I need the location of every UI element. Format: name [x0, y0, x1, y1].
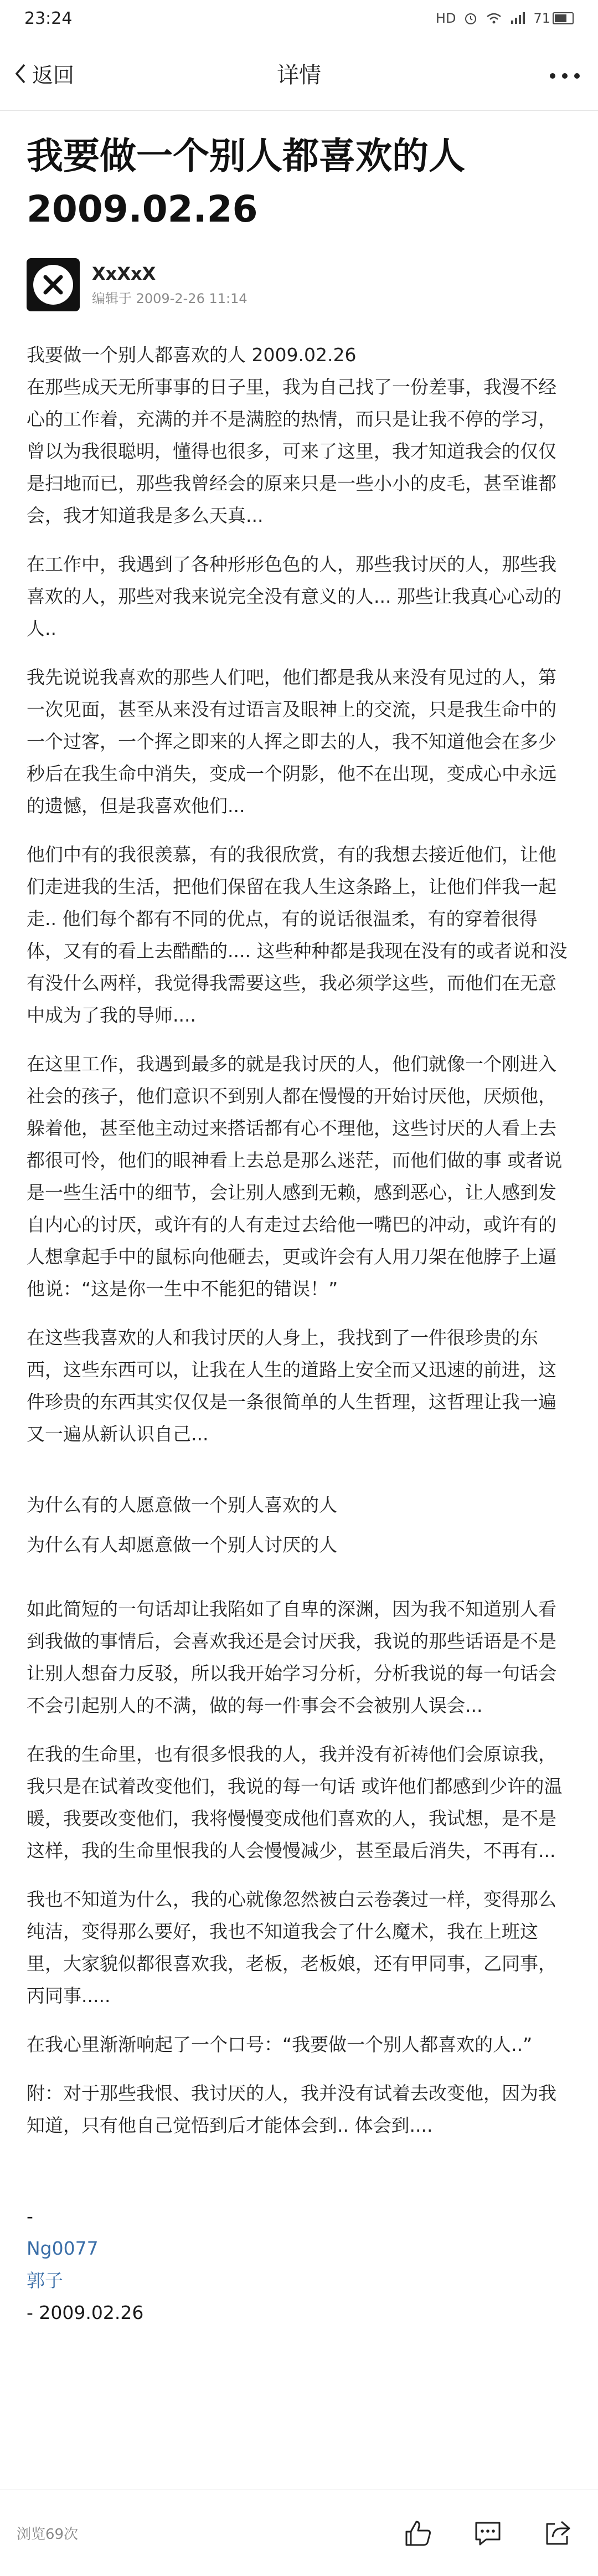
post-title: 我要做一个别人都喜欢的人 2009.02.26 [27, 135, 465, 230]
paragraph: 我也不知道为什么，我的心就像忽然被白云卷袭过一样，变得那么纯洁，变得那么要好，我也不知道我会了什么魔术，我在上班这里，大家貌似都很喜欢我，老板，老板娘，还有甲同事，乙同事，丙同事..... [27, 1889, 556, 2007]
avatar[interactable] [27, 258, 80, 311]
status-bar [0, 0, 598, 37]
battery-indicator [533, 11, 574, 26]
post-subtitle: 我要做一个别人都喜欢的人 2009.02.26 [27, 344, 357, 366]
back-label: 返回 [32, 63, 75, 88]
battery-icon [553, 12, 574, 24]
paragraph: 如此简短的一句话却让我陷如了自卑的深渊，因为我不知道别人看到我做的事情后，会喜欢我还是会讨厌我，我说的那些话语是不是让别人想奋力反驳，所以我开始学习分析，分析我说的每一句话会不会引起别人的不满，做的每一件事会不会被别人误会... [27, 1598, 556, 1716]
edit-timestamp: 编辑于 2009-2-26 11:14 [92, 290, 248, 306]
paragraph: 他们中有的我很羡慕，有的我很欣赏，有的我想去接近他们，让他们走进我的生活，把他们保留在我人生这条路上，让他们伴我一起走.. 他们每个都有不同的优点，有的说话很温柔，有的穿着很得体，又有的看上去酷酷的.... 这些种种都是我现在没有的或者说和没有没什么两样，我觉得我需要这些，我必须学这些，而他们在无意中成为了我的导师.... [27, 844, 568, 1026]
signature-dash: - [27, 2205, 33, 2227]
status-time: 23:24 [24, 8, 73, 28]
battery-fill [555, 14, 566, 22]
signature-name-link[interactable]: 郭子 [27, 2270, 63, 2291]
hd-indicator: HD [435, 11, 456, 26]
signature-handle-link[interactable]: Ng0077 [27, 2238, 99, 2259]
paragraph: 我先说说我喜欢的那些人们吧，他们都是我从来没有见过的人，第一次见面，甚至从来没有过语言及眼神上的交流，只是我生命中的一个过客，一个挥之即来的人挥之即去的人，我不知道他会在多少秒后在我生命中消失，变成一个阴影，他不在出现，变成心中永远的遗憾，但是我喜欢他们... [27, 666, 556, 817]
status-indicators [436, 11, 574, 26]
more-button[interactable] [548, 59, 581, 88]
author-info [92, 263, 248, 307]
battery-percent: 71 [533, 11, 550, 26]
more-dots-icon [548, 70, 581, 81]
paragraph: 在这里工作，我遇到最多的就是我讨厌的人，他们就像一个刚进入社会的孩子，他们意识不到别人都在慢慢的开始讨厌他，厌烦他，躲着他，甚至他主动过来搭话都有心不理他，这些讨厌的人看上去都很可怜，他们的眼神看上去总是那么迷茫，而他们做的事 或者说是一些生活中的细节，会让别人感到无赖，感到恶心，让人感到发自内心的讨厌，或许有的人有走过去给他一嘴巴的冲动，或许有的人想拿起手中的鼠标向他砸去，更或许会有人用刀架在他脖子上逼他说：“这是你一生中不能犯的错误！” [27, 1053, 563, 1300]
signature-date: - 2009.02.26 [27, 2302, 144, 2323]
paragraph: 在那些成天无所事事的日子里，我为自己找了一份差事，我漫不经心的工作着，充满的并不是满腔的热情，而只是让我不停的学习，曾以为我很聪明，懂得也很多，可来了这里，我才知道我会的仅仅是扫地而已，那些我曾经会的原来只是一些小小的皮毛，甚至谁都会，我才知道我是多么天真... [27, 376, 556, 526]
comment-icon[interactable] [473, 2518, 503, 2548]
paragraph: 附：对于那些我恨、我讨厌的人，我并没有试着去改变他，因为我知道，只有他自己觉悟到后才能体会到.. 体会到.... [27, 2082, 556, 2136]
bottom-actions [403, 2518, 573, 2548]
chevron-left-icon [12, 63, 29, 85]
like-icon[interactable] [403, 2518, 433, 2548]
author-row [27, 258, 571, 311]
post-content [27, 111, 571, 2329]
share-icon[interactable] [543, 2518, 573, 2548]
avatar-x-icon [33, 265, 73, 305]
paragraph: 在我心里渐渐响起了一个口号：“我要做一个别人都喜欢的人..” [27, 2034, 533, 2055]
view-count: 浏览69次 [17, 2526, 79, 2543]
paragraph: 在这些我喜欢的人和我讨厌的人身上，我找到了一件很珍贵的东西，这些东西可以，让我在人生的道路上安全而又迅速的前进，这件珍贵的东西其实仅仅是一条很简单的人生哲理，这哲理让我一遍又一遍从新认识自己... [27, 1327, 556, 1445]
page-title: 详情 [277, 63, 321, 88]
bottom-toolbar [0, 2490, 598, 2576]
paragraph: 在工作中，我遇到了各种形形色色的人，那些我讨厌的人，那些我喜欢的人，那些对我来说完全没有意义的人... 那些让我真心心动的人.. [27, 553, 561, 639]
nav-bar [0, 37, 598, 111]
wifi-icon [486, 12, 502, 25]
back-button[interactable] [12, 58, 74, 89]
alarm-icon [463, 11, 478, 25]
author-name[interactable]: XxXxX [92, 263, 156, 284]
paragraph: 在我的生命里，也有很多恨我的人，我并没有祈祷他们会原谅我，我只是在试着改变他们，我说的每一句话 或许他们都感到少许的温暖，我要改变他们，我将慢慢变成他们喜欢的人，我试想，是不是这样，我的生命里恨我的人会慢慢减少，甚至最后消失，不再有... [27, 1743, 563, 1861]
signal-icon [510, 12, 525, 25]
question-line: 为什么有的人愿意做一个别人喜欢的人 [27, 1494, 337, 1516]
question-line: 为什么有人却愿意做一个别人讨厌的人 [27, 1534, 337, 1556]
